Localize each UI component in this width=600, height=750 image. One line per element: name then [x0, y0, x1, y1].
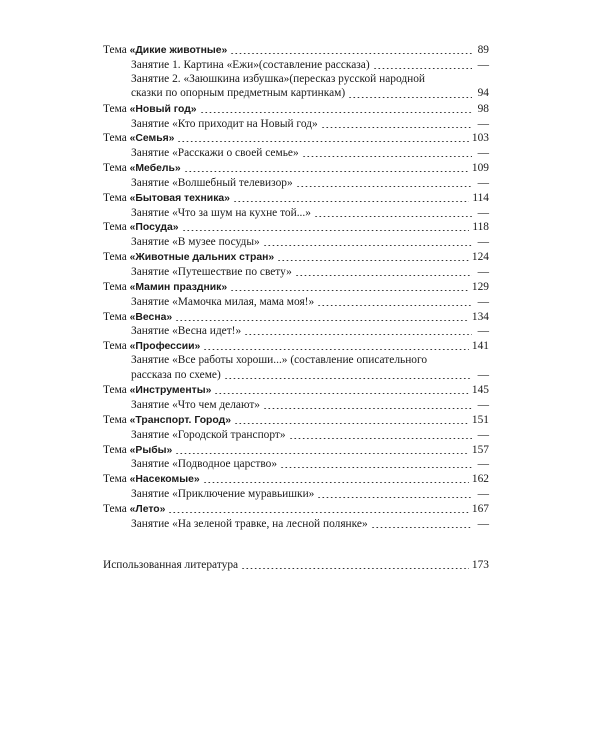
lesson-label-line2: сказки по опорным предметным картинкам): [131, 87, 346, 100]
page-number: —: [477, 368, 489, 381]
references-label: Использованная литература: [103, 558, 239, 571]
page-number: 114: [472, 191, 489, 204]
toc-entry-lesson: [103, 264, 489, 279]
theme-title: «Профессии»: [129, 341, 201, 353]
toc-entry-lesson: [103, 397, 489, 412]
lesson-label: Занятие «Что чем делают»: [131, 399, 261, 412]
toc-entry-lesson: [103, 205, 489, 220]
leader-dots: [296, 186, 472, 187]
leader-dots: [230, 53, 472, 54]
theme-label: [103, 162, 181, 175]
toc-entry-lesson: [103, 486, 489, 501]
leader-dots: [175, 453, 469, 454]
theme-prefix: Тема: [103, 191, 130, 204]
toc-entry-lesson: [103, 116, 489, 131]
theme-title: «Транспорт. Город»: [129, 414, 231, 426]
theme-title: «Бытовая техника»: [129, 192, 230, 204]
theme-label: [103, 221, 179, 234]
lesson-label-line2-row: [103, 86, 489, 101]
page-number: —: [477, 147, 489, 160]
toc-entry-lesson: [103, 145, 489, 160]
page-number: —: [477, 236, 489, 249]
toc-entry-theme: [103, 220, 489, 235]
theme-label: [103, 251, 274, 264]
toc-entry-lesson: [103, 57, 489, 72]
toc-entry-theme: [103, 412, 489, 427]
lesson-label: Занятие «Весна идет!»: [131, 325, 242, 338]
lesson-label: Занятие 1. Картина «Ежи»(составление рассказа): [131, 58, 370, 71]
theme-prefix: Тема: [103, 162, 130, 175]
lesson-label: Занятие «В музее посуды»: [131, 236, 260, 249]
theme-prefix: Тема: [103, 310, 130, 323]
toc-entry-theme: [103, 160, 489, 175]
toc-entry-theme: [103, 279, 489, 294]
theme-title: «Рыбы»: [129, 444, 173, 456]
leader-dots: [348, 97, 472, 98]
theme-label: [103, 44, 227, 57]
leader-dots: [302, 156, 472, 157]
lesson-label: Занятие «Кто приходит на Новый год»: [131, 117, 318, 130]
page-number: —: [477, 325, 489, 338]
leader-dots: [203, 349, 469, 350]
toc-entry-theme: [103, 249, 489, 264]
leader-dots: [203, 482, 469, 483]
lesson-label: Занятие «Подводное царство»: [131, 458, 278, 471]
leader-dots: [317, 305, 472, 306]
theme-prefix: Тема: [103, 102, 130, 115]
leader-dots: [321, 127, 472, 128]
toc-spacer: [103, 531, 489, 557]
lesson-label-line1: Занятие 2. «Заюшкина избушка»(пересказ русской народной: [131, 72, 426, 85]
page-number: —: [477, 517, 489, 530]
theme-prefix: Тема: [103, 384, 130, 397]
theme-label: [103, 503, 165, 516]
page-number: 118: [472, 221, 489, 234]
leader-dots: [233, 201, 469, 202]
toc-entry-lesson: [103, 457, 489, 472]
page-number: 129: [471, 280, 489, 293]
page-number: —: [477, 206, 489, 219]
theme-title: «Мамин праздник»: [129, 281, 228, 293]
page-number: —: [477, 399, 489, 412]
leader-dots: [214, 393, 469, 394]
toc-entry-lesson: [103, 353, 489, 382]
table-of-contents: [103, 42, 489, 572]
theme-prefix: Тема: [103, 443, 130, 456]
theme-label: [103, 340, 200, 353]
lesson-label: Занятие «Путешествие по свету»: [131, 266, 292, 278]
toc-entry-theme: [103, 471, 489, 486]
page-number: 162: [471, 473, 489, 486]
theme-title: «Лето»: [129, 504, 166, 515]
page-number: 124: [471, 251, 489, 264]
theme-label: [103, 103, 197, 116]
toc-entry-lesson: [103, 324, 489, 339]
page-number: —: [477, 428, 489, 441]
theme-title: «Инструменты»: [129, 385, 212, 397]
toc-entry-lesson: [103, 234, 489, 249]
theme-title: «Насекомые»: [129, 474, 200, 486]
toc-entry-lesson: [103, 427, 489, 442]
leader-dots: [263, 408, 472, 409]
theme-prefix: Тема: [103, 251, 130, 264]
leader-dots: [224, 378, 472, 379]
leader-dots: [230, 290, 469, 291]
leader-dots: [263, 245, 472, 246]
lesson-label: Занятие «Что за шум на кухне той...»: [131, 206, 311, 219]
theme-title: «Весна»: [129, 311, 173, 323]
leader-dots: [168, 512, 468, 513]
leader-dots: [289, 438, 472, 439]
page-number: 145: [471, 384, 489, 397]
toc-entry-references: [103, 557, 489, 572]
theme-title: «Новый год»: [129, 103, 197, 115]
leader-dots: [277, 260, 469, 261]
theme-label: [103, 281, 227, 294]
leader-dots: [177, 141, 468, 142]
toc-entry-theme: [103, 382, 489, 397]
leader-dots: [241, 568, 469, 569]
leader-dots: [373, 68, 472, 69]
theme-label: [103, 473, 200, 486]
theme-title: «Семья»: [129, 133, 175, 145]
page-number: —: [477, 117, 489, 130]
page-number: 141: [471, 340, 489, 353]
page-number: 109: [471, 162, 489, 175]
lesson-label-line2: рассказа по схеме): [131, 368, 221, 381]
theme-prefix: Тема: [103, 221, 130, 234]
page-number: —: [477, 58, 489, 71]
toc-entry-lesson: [103, 294, 489, 309]
theme-prefix: Тема: [103, 413, 130, 426]
lesson-label: Занятие «Волшебный телевизор»: [131, 176, 293, 189]
lesson-label: Занятие «Приключение муравьишки»: [131, 488, 315, 501]
theme-title: «Животные дальних стран»: [129, 252, 275, 264]
page-number: —: [477, 488, 489, 501]
theme-label: [103, 414, 231, 427]
theme-label: [103, 311, 172, 324]
lesson-label: Занятие «На зеленой травке, на лесной полянке»: [131, 517, 368, 530]
lesson-label-line2-row: [103, 368, 489, 383]
page-number: 167: [471, 503, 489, 515]
toc-entry-lesson: [103, 72, 489, 101]
page-number: 103: [471, 132, 489, 145]
theme-label: [103, 132, 174, 145]
page-number: 151: [471, 413, 489, 426]
leader-dots: [371, 527, 472, 528]
toc-entry-theme: [103, 442, 489, 457]
page-number: —: [477, 176, 489, 189]
theme-title: «Дикие животные»: [129, 44, 228, 56]
theme-prefix: Тема: [103, 132, 130, 145]
page-number: 89: [477, 43, 489, 56]
lesson-label: Занятие «Расскажи о своей семье»: [131, 147, 299, 160]
leader-dots: [280, 467, 472, 468]
toc-entry-lesson: [103, 175, 489, 190]
lesson-label: Занятие «Городской транспорт»: [131, 428, 286, 441]
lesson-label-line1: Занятие «Все работы хороши...» (составление описательного: [131, 354, 428, 367]
toc-entry-lesson: [103, 516, 489, 531]
page-number: —: [477, 295, 489, 308]
theme-prefix: Тема: [103, 43, 130, 56]
leader-dots: [317, 497, 472, 498]
page-number: —: [477, 458, 489, 471]
lesson-label: Занятие «Мамочка милая, мама моя!»: [131, 295, 315, 308]
toc-entry-theme: [103, 501, 489, 516]
theme-prefix: Тема: [103, 340, 130, 353]
page-number: 157: [471, 443, 489, 456]
toc-entry-theme: [103, 42, 489, 57]
toc-entry-theme: [103, 309, 489, 324]
page-number: 173: [471, 558, 489, 571]
theme-prefix: Тема: [103, 280, 130, 293]
leader-dots: [200, 112, 472, 113]
theme-prefix: Тема: [103, 503, 130, 515]
theme-label: [103, 192, 230, 205]
page-number: 134: [471, 310, 489, 323]
toc-entry-theme: [103, 131, 489, 146]
leader-dots: [184, 171, 469, 172]
page-number: 98: [477, 102, 489, 115]
theme-title: «Мебель»: [129, 163, 181, 175]
toc-entry-theme: [103, 101, 489, 116]
leader-dots: [314, 216, 472, 217]
theme-title: «Посуда»: [129, 222, 179, 234]
theme-label: [103, 444, 172, 457]
theme-label: [103, 384, 211, 397]
page-number: 94: [477, 87, 489, 100]
toc-entry-theme: [103, 190, 489, 205]
leader-dots: [182, 230, 470, 231]
page-number: —: [477, 266, 489, 278]
toc-entry-theme: [103, 338, 489, 353]
theme-prefix: Тема: [103, 473, 130, 486]
leader-dots: [244, 334, 472, 335]
leader-dots: [295, 275, 472, 276]
leader-dots: [234, 423, 469, 424]
leader-dots: [175, 320, 469, 321]
